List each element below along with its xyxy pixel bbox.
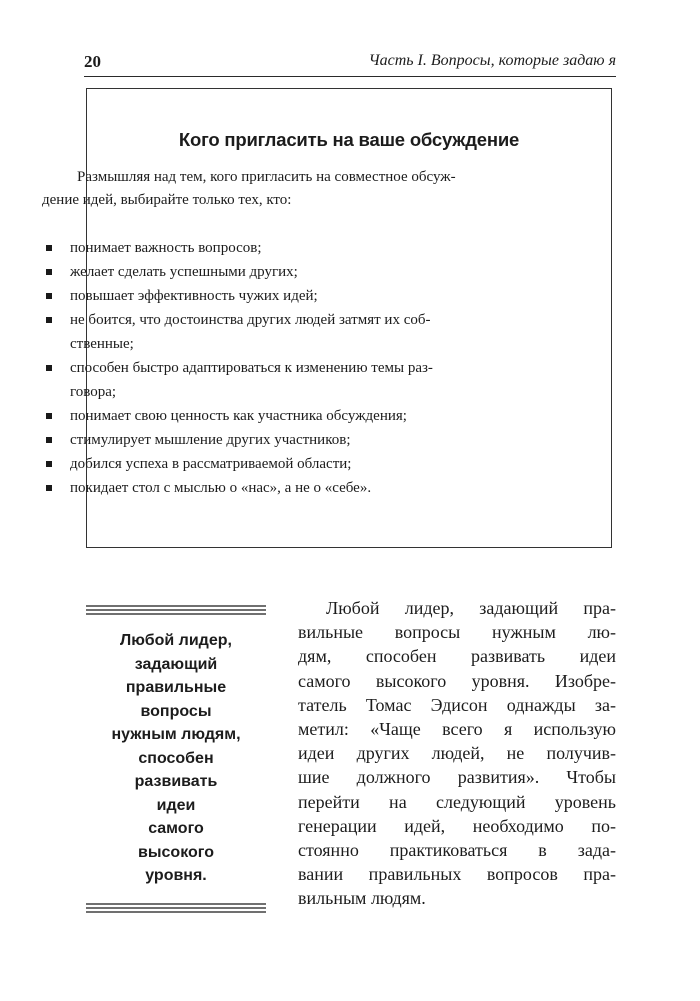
pull-quote-line: вопросы <box>140 702 212 720</box>
list-item-text: понимает важность вопросов; <box>70 240 262 256</box>
criteria-list <box>42 236 512 500</box>
body-line: дям, способен развивать идеи <box>298 646 616 667</box>
body-line: метил: «Чаще всего я использую <box>298 719 616 740</box>
list-item-text: говора; <box>70 384 117 400</box>
body-line: генерации идей, необходимо по- <box>298 815 616 836</box>
body-line: вании правильных вопросов пра- <box>298 864 616 885</box>
body-line: самого высокого уровня. Изобре- <box>298 670 616 691</box>
body-line: Любой лидер, задающий пра- <box>326 598 616 618</box>
pull-quote <box>86 629 266 888</box>
pull-quote-line: идеи <box>156 796 196 814</box>
list-item-text: способен быстро адаптироваться к изменению темы раз- <box>70 360 433 376</box>
body-line: перейти на следующий уровень <box>298 791 616 812</box>
list-item-text: стимулирует мышление других участников; <box>70 432 351 448</box>
list-item-text: желает сделать успешными других; <box>70 264 298 280</box>
list-item-text: повышает эффективность чужих идей; <box>70 288 318 304</box>
running-header <box>84 44 616 77</box>
pull-quote-line: способен <box>138 749 214 767</box>
sidebar-title: Кого пригласить на ваше обсуждение <box>178 129 520 150</box>
pull-quote-line: правильные <box>125 679 227 696</box>
pull-quote-line: уровня. <box>145 867 207 884</box>
list-item <box>42 236 512 260</box>
list-item <box>42 452 512 476</box>
body-line: вильным людям. <box>298 888 426 909</box>
list-item-text: не боится, что достоинства других людей затмят их соб- <box>70 312 431 328</box>
body-line: стоянно практиковаться в зада- <box>298 840 616 861</box>
list-item-text: понимает свою ценность как участника обсуждения; <box>70 408 407 424</box>
pull-quote-line: нужным людям, <box>111 726 241 743</box>
list-item <box>42 476 512 500</box>
list-item <box>42 356 512 404</box>
list-item-text: ственные; <box>70 336 134 352</box>
page-number: 20 <box>84 52 101 71</box>
body-line: идеи других людей, не получив- <box>298 743 616 764</box>
intro-line: дение идей, выбирайте только тех, кто: <box>42 192 292 208</box>
list-item-text: добился успеха в рассматриваемой области; <box>70 456 352 472</box>
body-line: шие должного развития». Чтобы <box>298 767 616 788</box>
list-item <box>42 284 512 308</box>
pull-quote-line: высокого <box>138 843 214 861</box>
sidebar-intro <box>42 166 502 212</box>
pull-quote-line: Любой лидер, <box>120 632 232 649</box>
list-item <box>42 308 512 356</box>
body-paragraph <box>298 596 616 911</box>
running-title: Часть I. Вопросы, которые задаю я <box>368 52 616 69</box>
list-item <box>42 260 512 284</box>
list-item <box>42 428 512 452</box>
body-line: татель Томас Эдисон однажды за- <box>298 694 616 715</box>
pull-quote-bottom-rule <box>86 903 266 915</box>
pull-quote-line: развивать <box>134 773 218 790</box>
list-item-text: покидает стол с мыслью о «нас», а не о «себе». <box>70 480 372 496</box>
intro-line: Размышляя над тем, кого пригласить на совместное обсуж- <box>77 169 456 185</box>
pull-quote-top-rule <box>86 605 266 617</box>
list-item <box>42 404 512 428</box>
pull-quote-line: самого <box>148 820 204 837</box>
body-line: вильные вопросы нужным лю- <box>298 622 616 643</box>
pull-quote-line: задающий <box>134 655 218 673</box>
